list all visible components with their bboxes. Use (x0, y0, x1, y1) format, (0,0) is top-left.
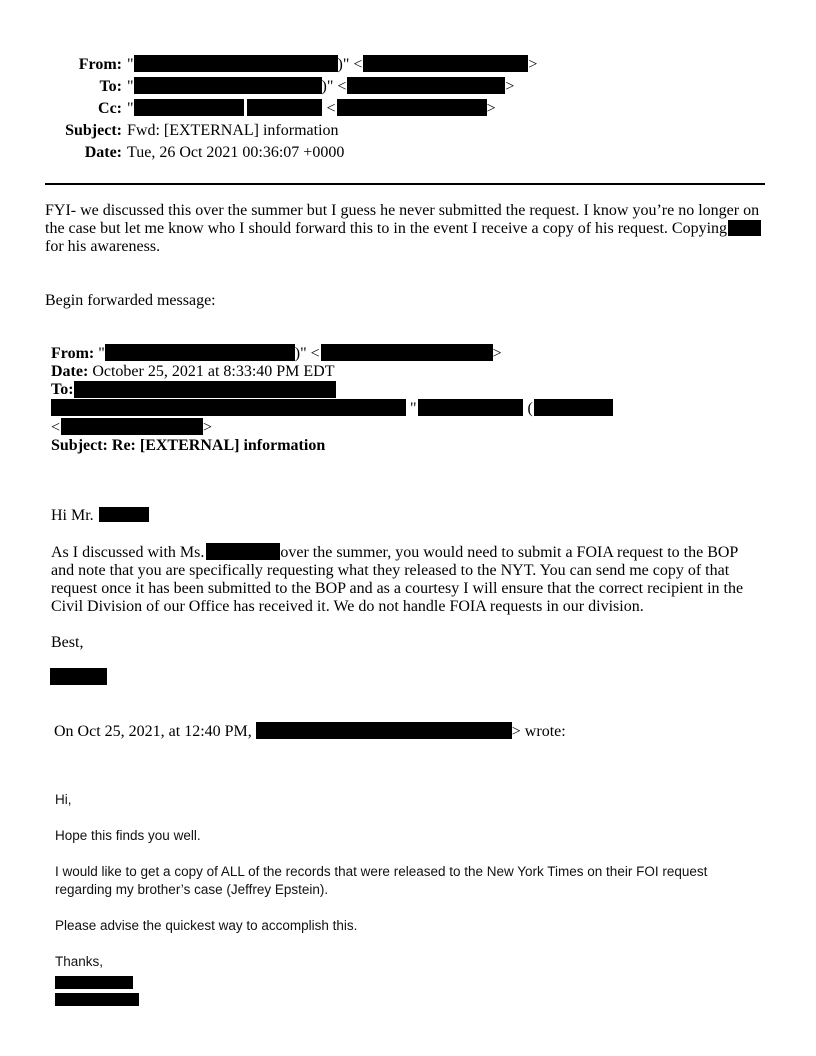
forwarded-to-continuation (51, 399, 816, 418)
header-row-cc (45, 98, 816, 120)
redaction-quoted-signature-2 (55, 993, 139, 1006)
redaction-forwarded-cc-name (418, 399, 523, 416)
redaction-to-address (347, 77, 505, 94)
forwarded-date-row (51, 363, 816, 381)
forwarded-subject-value: Re: [EXTERNAL] information (111, 437, 326, 454)
redaction-forwarded-to-cont (51, 399, 406, 416)
cc-open-bracket: < (326, 100, 336, 117)
begin-forwarded-label: Begin forwarded message: (45, 292, 216, 309)
cc-label: Cc: (98, 100, 122, 117)
forwarded-subject-label: Subject: (51, 437, 108, 454)
redaction-forwarded-to (74, 381, 336, 398)
greeting-line (51, 507, 816, 525)
redaction-from-name (134, 55, 338, 72)
header-row-from (45, 54, 816, 76)
redaction-forwarded-cc-paren (534, 399, 613, 416)
redaction-quoted-signature-1 (55, 976, 133, 989)
forwarded-subject-row (51, 437, 816, 455)
forwarded-from-open-quote: " (98, 345, 105, 362)
redaction-forwarded-address (61, 418, 203, 435)
intro-text-before: FYI- we discussed this over the summer but I guess he never submitted the request. I know you’re no longer on the case but let me know who I should forward this to in the event I receive a copy of his request. Copying (45, 202, 760, 237)
email-header (45, 54, 816, 164)
forwarded-date-value: October 25, 2021 at 8:33:40 PM EDT (92, 363, 335, 380)
redaction-cc-name-1 (134, 99, 244, 116)
from-open-quote: " (127, 56, 134, 73)
forwarded-from-mid-text: )" < (294, 345, 320, 362)
forwarded-to-label: To: (51, 381, 74, 398)
cc-open-quote: " (127, 100, 134, 117)
header-row-subject (45, 120, 816, 142)
forwarded-to-row (51, 381, 816, 399)
forwarded-from-label: From: (51, 345, 95, 362)
redaction-quoted-sender (256, 722, 512, 739)
intro-text-after: for his awareness. (45, 238, 161, 255)
forwarded-addr-open-bracket: < (51, 419, 61, 436)
quoted-paragraph-1: Hope this finds you well. (55, 828, 201, 843)
to-close-bracket: > (505, 78, 515, 95)
to-open-quote: " (127, 78, 134, 95)
forwarded-address-line (51, 418, 816, 437)
to-mid-text: )" < (321, 78, 347, 95)
quoted-greeting: Hi, (55, 792, 72, 807)
redaction-copied-person (728, 220, 761, 236)
greeting-text: Hi Mr. (51, 507, 94, 524)
redaction-signature (50, 668, 107, 685)
redaction-cc-name-2 (247, 99, 322, 116)
intro-paragraph (45, 202, 762, 256)
cc-close-bracket: > (486, 100, 496, 117)
to-label: To: (99, 78, 122, 95)
reply-text-after: over the summer, you would need to submit a FOIA request to the BOP and note that you are specifically requesting what they released to the NYT. You can send me copy of that request once it has been submitted to the BOP and as a courtesy I will ensure that the correct recipient in the Civil Division of our Office has received it. We do not handle FOIA requests in our division. (51, 544, 744, 615)
redaction-from-address (363, 55, 528, 72)
quoted-reply (55, 791, 762, 1006)
forwarded-cont-paren: ( (527, 400, 533, 417)
from-mid-text: )" < (337, 56, 363, 73)
forwarded-cont-quote: " (410, 400, 417, 417)
attribution-text-before: On Oct 25, 2021, at 12:40 PM, (54, 723, 252, 740)
forwarded-date-label: Date: (51, 363, 89, 380)
header-row-to (45, 76, 816, 98)
redaction-cc-address (337, 99, 487, 116)
redaction-to-name (134, 77, 322, 94)
divider-rule (45, 183, 765, 185)
quoted-closing: Thanks, (55, 954, 104, 969)
quoted-paragraph-3: Please advise the quickest way to accomplish this. (55, 918, 358, 933)
reply-paragraph (51, 543, 764, 616)
attribution-text-after: > wrote: (511, 723, 566, 740)
forwarded-from-close-bracket: > (492, 345, 502, 362)
redaction-ms-name (206, 543, 280, 560)
date-value: Tue, 26 Oct 2021 00:36:07 +0000 (127, 144, 345, 161)
header-row-date (45, 142, 816, 164)
subject-label: Subject: (65, 122, 122, 139)
forwarded-from-row (51, 344, 816, 363)
subject-value: Fwd: [EXTERNAL] information (127, 122, 339, 139)
closing-line: Best, (51, 634, 84, 651)
quoted-paragraph-2: I would like to get a copy of ALL of the records that were released to the New York Times on their FOI request regarding my brother’s case (Jeffrey Epstein). (55, 864, 708, 897)
date-label: Date: (84, 144, 122, 161)
redaction-recipient-name (99, 507, 149, 522)
from-label: From: (78, 56, 122, 73)
quote-attribution (54, 722, 816, 741)
reply-text-before: As I discussed with Ms. (51, 544, 205, 561)
forwarded-header (51, 344, 816, 455)
redaction-forwarded-from-name (105, 344, 295, 361)
forwarded-addr-close-bracket: > (203, 419, 213, 436)
redaction-forwarded-from-address (321, 344, 493, 361)
from-close-bracket: > (528, 56, 538, 73)
